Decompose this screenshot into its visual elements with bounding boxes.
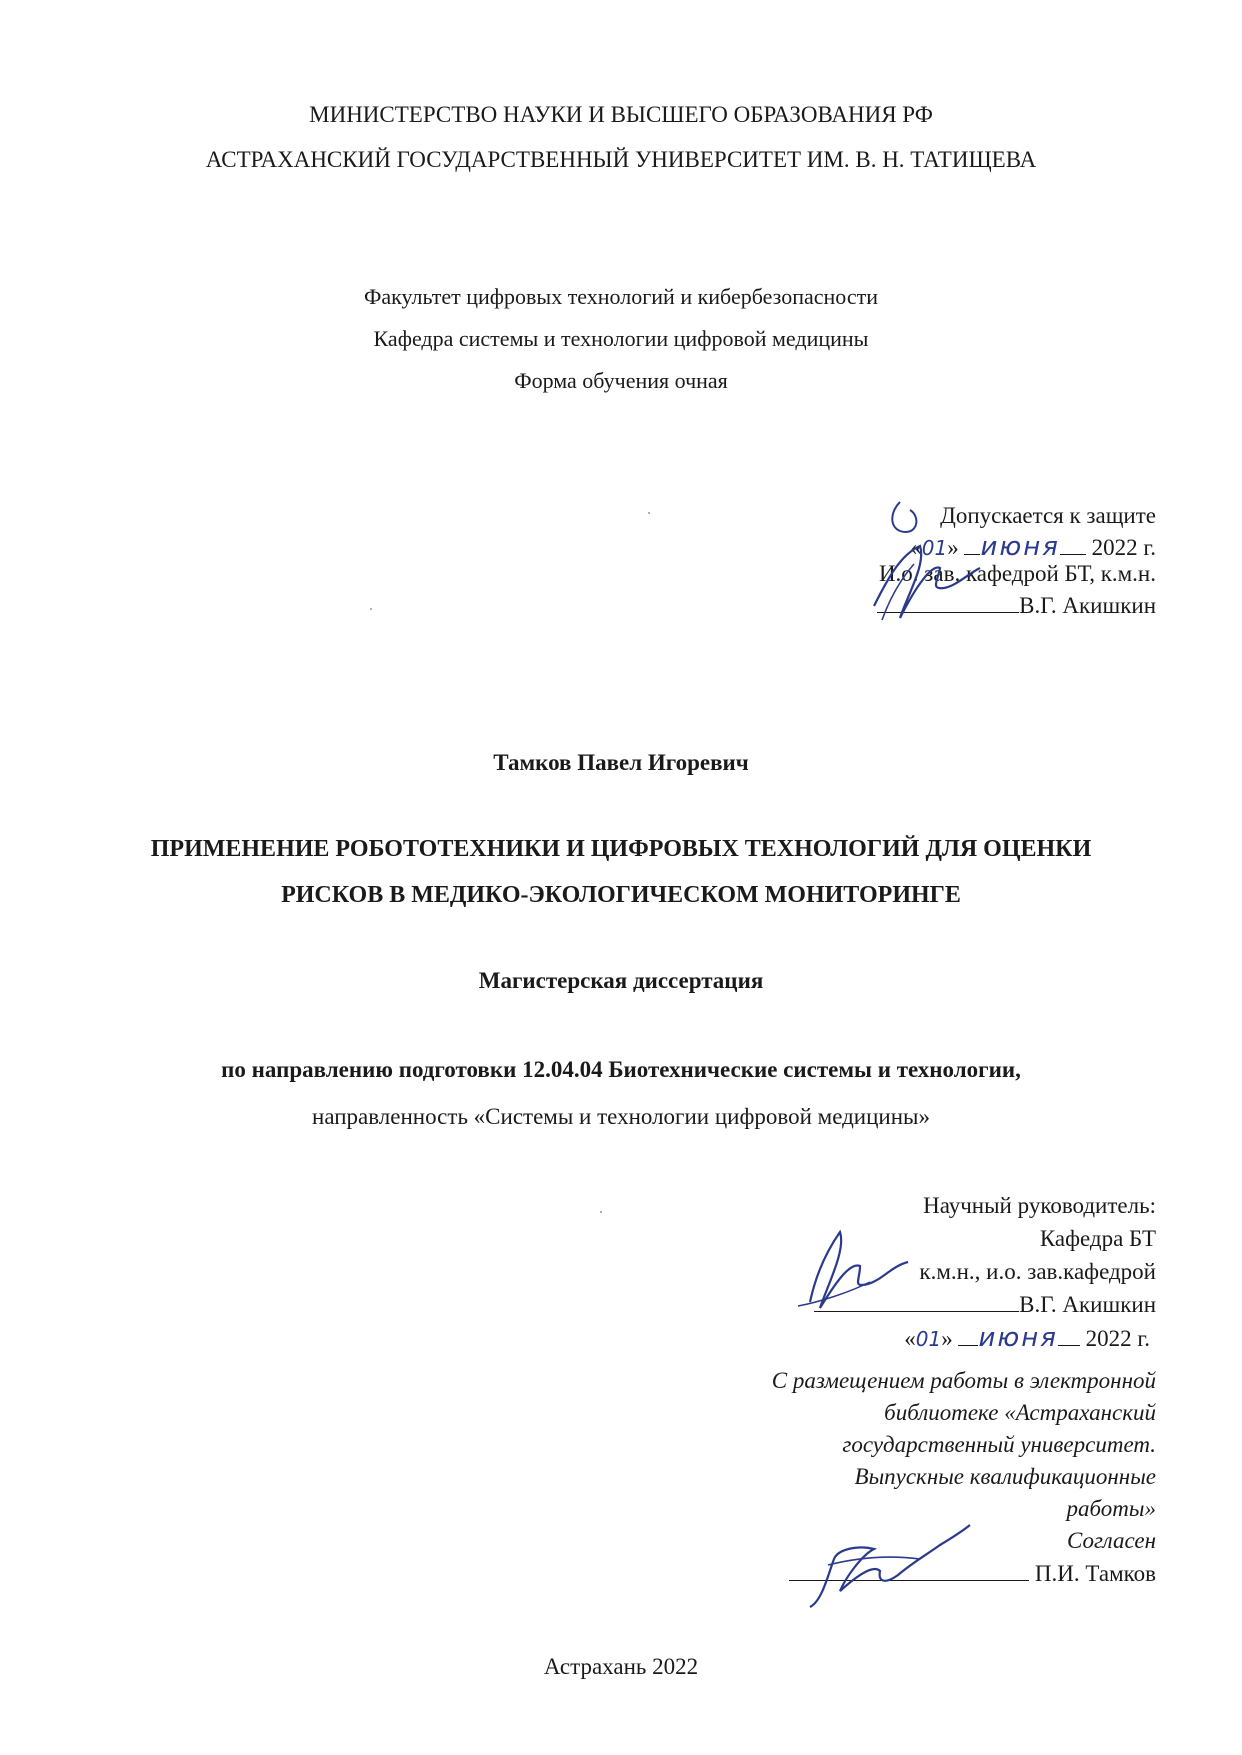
consent-line3: государственный университет. — [842, 1432, 1156, 1457]
approval-date-quote-open: « — [910, 535, 922, 560]
approval-date-day: 01 — [921, 536, 948, 560]
consent-name: П.И. Тамков — [1034, 1561, 1156, 1586]
approval-date-month: июня — [980, 532, 1060, 562]
supervisor-date-day: 01 — [915, 1327, 942, 1351]
faculty-name: Факультет цифровых технологий и кибербезопасности — [364, 284, 878, 309]
student-signature-mark — [800, 1515, 980, 1615]
study-form: Форма обучения очная — [514, 368, 728, 393]
direction-line1: по направлению подготовки 12.04.04 Биотехнические системы и технологии, — [221, 1057, 1021, 1082]
consent-line1: С размещением работы в электронной — [771, 1368, 1156, 1393]
thesis-title-line1: ПРИМЕНЕНИЕ РОБОТОТЕХНИКИ И ЦИФРОВЫХ ТЕХНОЛОГИЙ ДЛЯ ОЦЕНКИ — [150, 836, 1092, 862]
scan-speck — [648, 512, 650, 514]
supervisor-signature-mark — [790, 1222, 930, 1322]
consent-line4: Выпускные квалификационные — [854, 1464, 1156, 1489]
supervisor-title: Научный руководитель: — [923, 1193, 1156, 1218]
supervisor-date-quote-close: » — [941, 1326, 953, 1351]
approval-signature-mark — [860, 494, 1010, 654]
author-name: Тамков Павел Игоревич — [493, 750, 749, 775]
approval-position: И.о. зав. кафедрой БТ, к.м.н. — [878, 561, 1156, 586]
scan-speck — [600, 1211, 602, 1213]
supervisor-name: В.Г. Акишкин — [1019, 1292, 1156, 1317]
supervisor-date-month: июня — [978, 1323, 1058, 1353]
consent-line5: работы» — [1066, 1496, 1156, 1521]
thesis-title-line2: РИСКОВ В МЕДИКО-ЭКОЛОГИЧЕСКОМ МОНИТОРИНГЕ — [281, 882, 961, 908]
direction-line2: направленность «Системы и технологии цифровой медицины» — [312, 1104, 930, 1129]
approval-title: Допускается к защите — [940, 503, 1156, 528]
supervisor-date-quote-open: « — [904, 1326, 916, 1351]
department-name: Кафедра системы и технологии цифровой медицины — [373, 326, 869, 351]
approval-name: В.Г. Акишкин — [1019, 593, 1156, 618]
university-heading: АСТРАХАНСКИЙ ГОСУДАРСТВЕННЫЙ УНИВЕРСИТЕТ ИМ. В. Н. ТАТИЩЕВА — [205, 147, 1037, 172]
scan-speck — [370, 608, 372, 610]
date-underline — [958, 1325, 978, 1346]
consent-line2: библиотеке «Астраханский — [884, 1400, 1156, 1425]
ministry-heading: МИНИСТЕРСТВО НАУКИ И ВЫСШЕГО ОБРАЗОВАНИЯ РФ — [309, 102, 933, 127]
date-underline — [1058, 1325, 1080, 1346]
supervisor-department: Кафедра БТ — [1039, 1226, 1156, 1251]
date-underline — [1060, 534, 1086, 555]
approval-date-year: 2022 г. — [1091, 535, 1156, 560]
supervisor-date — [904, 1323, 1150, 1353]
approval-date-quote-close: » — [947, 535, 959, 560]
supervisor-position: к.м.н., и.о. зав.кафедрой — [919, 1259, 1156, 1284]
consent-agree: Согласен — [1066, 1528, 1156, 1553]
city-year: Астрахань 2022 — [543, 1654, 699, 1679]
work-type: Магистерская диссертация — [478, 968, 764, 993]
supervisor-date-year: 2022 г. — [1085, 1326, 1150, 1351]
